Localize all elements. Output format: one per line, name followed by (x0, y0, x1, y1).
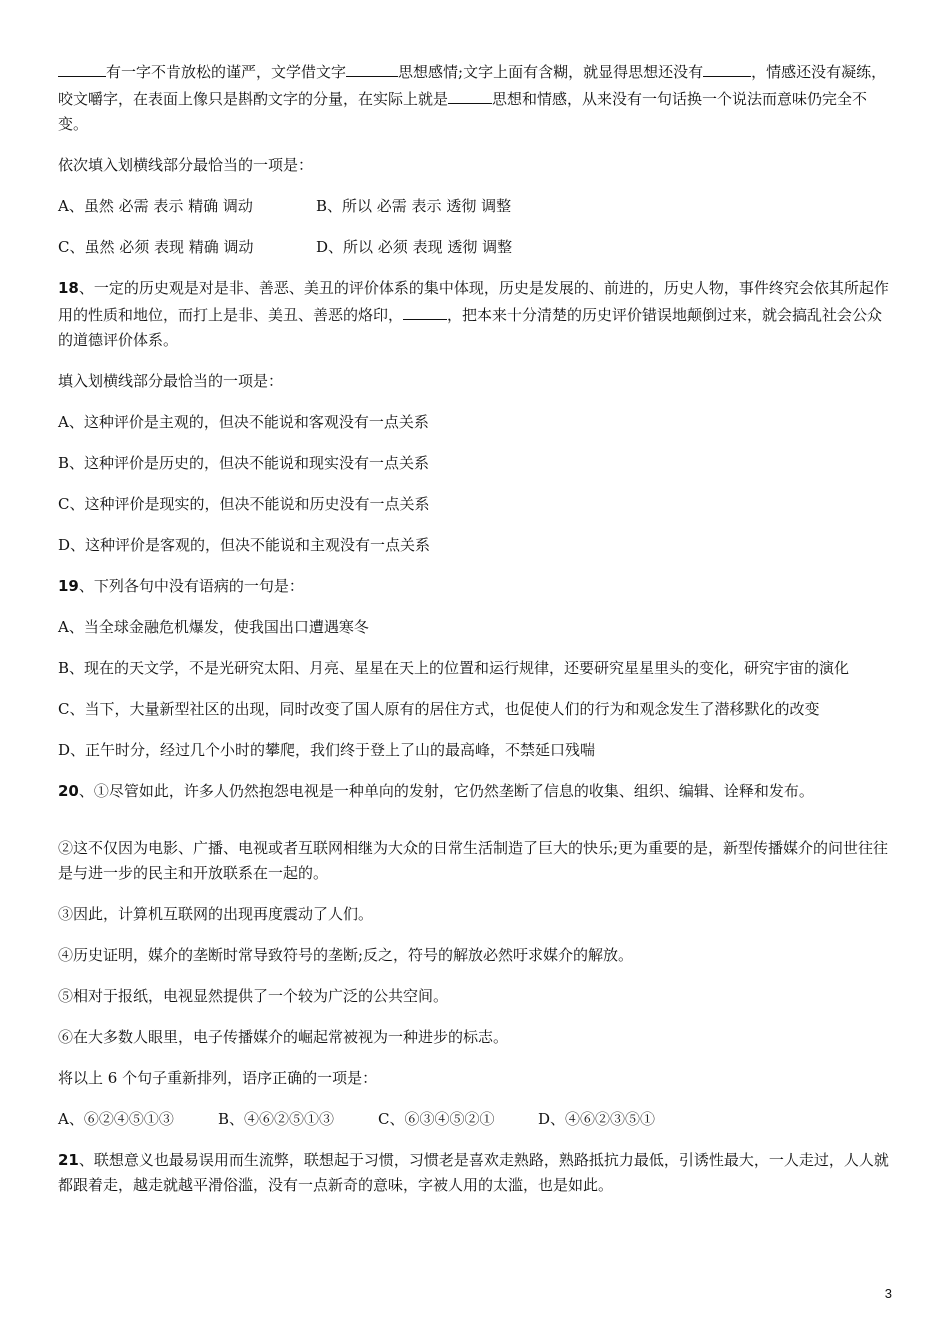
blank-2 (346, 58, 398, 77)
q17-option-d: D、所以 必须 表现 透彻 调整 (316, 238, 513, 256)
q19-option-a: A、当全球金融危机爆发，使我国出口遭遇寒冬 (58, 618, 369, 636)
q20-options-row (58, 1107, 892, 1132)
blank-3 (703, 58, 751, 77)
q17-option-a: A、虽然 必需 表示 精确 调动 (58, 197, 253, 215)
page-number: 3 (884, 1286, 892, 1301)
q20-sentence-2: ②这不仅因为电影、广播、电视或者互联网相继为大众的日常生活制造了巨大的快乐;更为重要的是，新型传播媒介的问世往往是与进一步的民主和开放联系在一起的。 (58, 839, 889, 882)
q18-option-d: D、这种评价是客观的，但决不能说和主观没有一点关系 (58, 536, 431, 554)
q20-sentence-4: ④历史证明，媒介的垄断时常导致符号的垄断;反之，符号的解放必然吁求媒介的解放。 (58, 946, 634, 964)
q18-option-b: B、这种评价是历史的，但决不能说和现实没有一点关系 (58, 454, 430, 472)
q20-option-d: D、④⑥②③⑤① (538, 1110, 656, 1128)
q17-options-row-1 (58, 194, 892, 219)
q19-stem: 19、下列各句中没有语病的一句是： (58, 577, 304, 595)
q18-option-a: A、这种评价是主观的，但决不能说和客观没有一点关系 (58, 413, 429, 431)
document-page (58, 58, 892, 1198)
q20-option-b: B、④⑥②⑤①③ (218, 1110, 335, 1128)
q19-option-b: B、现在的天文学，不是光研究太阳、月亮、星星在天上的位置和运行规律，还要研究星星里头的变化，研究宇宙的演化 (58, 659, 850, 677)
q17-option-c: C、虽然 必须 表现 精确 调动 (58, 238, 254, 256)
q18-blank (403, 301, 447, 320)
q19-option-d: D、正午时分，经过几个小时的攀爬，我们终于登上了山的最高峰，不禁延口残喘 (58, 741, 596, 759)
q19-option-c: C、当下，大量新型社区的出现，同时改变了国人原有的居住方式，也促使人们的行为和观念发生了潜移默化的改变 (58, 700, 820, 718)
q20-sentence-6: ⑥在大多数人眼里，电子传播媒介的崛起常被视为一种进步的标志。 (58, 1028, 509, 1046)
q21-stem: 21、联想意义也最易误用而生流弊，联想起于习惯，习惯老是喜欢走熟路，熟路抵抗力最低，引诱性最大，一人走过，人人就都跟着走，越走就越平滑俗滥，没有一点新奇的意味，字被人用的太滥，也是如此。 (58, 1151, 889, 1194)
q17-prompt: 依次填入划横线部分最恰当的一项是： (58, 156, 314, 174)
q20-sentence-3: ③因此，计算机互联网的出现再度震动了人们。 (58, 905, 374, 923)
q18-stem: 18、一定的历史观是对是非、善恶、美丑的评价体系的集中体现，历史是发展的、前进的，历史人物，事件终究会依其所起作用的性质和地位，而打上是非、美丑、善恶的烙印， ，把本来十分清楚的历史评价错误地颠倒过来，就会搞乱社会公众的道德评价体系。 (58, 279, 889, 349)
blank-4 (448, 85, 492, 104)
q20-sentence-5: ⑤相对于报纸，电视显然提供了一个较为广泛的公共空间。 (58, 987, 449, 1005)
q20-option-a: A、⑥②④⑤①③ (58, 1110, 174, 1128)
q17-passage: 有一字不肯放松的谨严，文学借文字 思想感情;文字上面有含糊，就显得思想还没有 ，情感还没有凝练，咬文嚼字，在表面上像只是斟酌文字的分量，在实际上就是 思想和情感，从来没有一句话换一个说法而意味仍完全不变。 (58, 58, 892, 137)
q17-option-b: B、所以 必需 表示 透彻 调整 (316, 197, 512, 215)
q18-prompt: 填入划横线部分最恰当的一项是： (58, 372, 284, 390)
q17-options-row-2 (58, 235, 892, 260)
q20-stem: 20、①尽管如此，许多人仍然抱怨电视是一种单向的发射，它仍然垄断了信息的收集、组织、编辑、诠释和发布。 (58, 782, 814, 800)
q20-option-c: C、⑥③④⑤②① (378, 1110, 495, 1128)
blank-1 (58, 58, 106, 77)
q18-option-c: C、这种评价是现实的，但决不能说和历史没有一点关系 (58, 495, 430, 513)
q20-prompt: 将以上 6 个句子重新排列，语序正确的一项是： (58, 1069, 378, 1087)
